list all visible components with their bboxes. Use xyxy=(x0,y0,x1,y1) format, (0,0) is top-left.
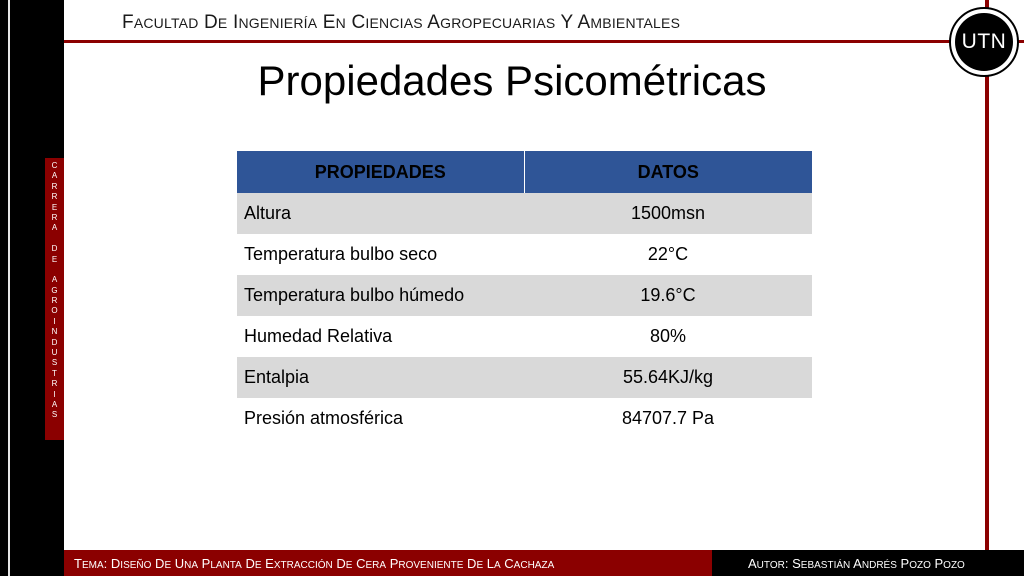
career-letter xyxy=(53,265,55,275)
table-row xyxy=(237,275,812,316)
career-letter: O xyxy=(51,306,58,316)
career-letter: U xyxy=(51,348,58,358)
property-value: 19.6°C xyxy=(524,275,812,316)
property-name: Humedad Relativa xyxy=(237,316,524,357)
career-letter: S xyxy=(51,410,58,420)
property-value: 1500msn xyxy=(524,193,812,234)
properties-table xyxy=(237,151,812,439)
career-letter: D xyxy=(51,244,58,254)
career-letter: T xyxy=(52,368,57,378)
career-letter: A xyxy=(51,275,58,285)
career-letter: A xyxy=(51,223,58,233)
career-letter: R xyxy=(51,379,58,389)
career-letter: E xyxy=(51,254,58,264)
table-row xyxy=(237,398,812,439)
table-header-row xyxy=(237,151,812,193)
property-name: Temperatura bulbo seco xyxy=(237,234,524,275)
career-letter: R xyxy=(51,181,58,191)
table-row xyxy=(237,316,812,357)
table-row xyxy=(237,357,812,398)
footer-author-bar xyxy=(712,550,1024,576)
property-value: 84707.7 Pa xyxy=(524,398,812,439)
properties-table-wrapper xyxy=(237,151,812,439)
property-value: 22°C xyxy=(524,234,812,275)
career-letter xyxy=(53,234,55,244)
career-letter: I xyxy=(53,316,56,326)
footer-author-text: AUTOR: SEBASTIÁN ANDRÉS POZO POZO xyxy=(748,556,965,571)
career-letter: A xyxy=(51,171,58,181)
career-letter: C xyxy=(51,161,58,170)
page-title: Propiedades Psicométricas xyxy=(257,57,767,104)
property-value: 55.64KJ/kg xyxy=(524,357,812,398)
career-letter: A xyxy=(51,399,58,409)
header-divider xyxy=(64,40,954,43)
faculty-header xyxy=(122,12,680,34)
property-name: Altura xyxy=(237,193,524,234)
career-letter: R xyxy=(51,192,58,202)
table-row xyxy=(237,234,812,275)
property-name: Presión atmosférica xyxy=(237,398,524,439)
career-letter: R xyxy=(51,212,58,222)
career-letter: I xyxy=(53,389,56,399)
career-letter: S xyxy=(51,358,58,368)
faculty-header-text: FACULTAD DE INGENIERÍA EN CIENCIAS AGROPECUARIAS Y AMBIENTALES xyxy=(122,12,681,33)
utn-logo-text: UTN xyxy=(961,30,1007,53)
property-name: Temperatura bulbo húmedo xyxy=(237,275,524,316)
career-letter: R xyxy=(51,296,58,306)
footer-topic-text: TEMA: DISEÑO DE UNA PLANTA DE EXTRACCIÓN DE CERA PROVENIENTE DE LA CACHAZA xyxy=(74,556,555,571)
property-name: Entalpia xyxy=(237,357,524,398)
header-data: DATOS xyxy=(524,151,812,193)
header-properties: PROPIEDADES xyxy=(237,151,524,193)
property-value: 80% xyxy=(524,316,812,357)
career-vertical-tag xyxy=(45,158,64,440)
career-letter: N xyxy=(51,327,58,337)
footer-topic-bar xyxy=(64,550,712,576)
career-letter: G xyxy=(51,285,58,295)
career-letter: E xyxy=(51,202,58,212)
career-letter: D xyxy=(51,337,58,347)
table-row xyxy=(237,193,812,234)
